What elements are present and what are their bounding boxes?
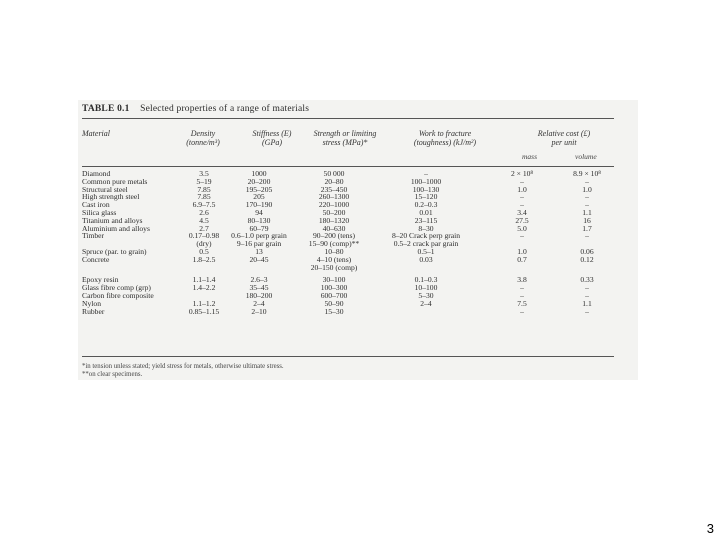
cell-cost-mass: 7.5 — [517, 298, 527, 308]
cell-stiffness: 2.6–3 — [250, 275, 268, 285]
cell-cost-mass: – — [520, 200, 524, 210]
cell-work-to-fracture: 2–4 — [420, 298, 432, 308]
header-strength: Strength or limiting stress (MPa)* — [313, 129, 377, 147]
cell-stiffness: 60–79 — [249, 223, 269, 233]
cell-strength: 30–100 — [322, 275, 346, 285]
cell-cost-volume: 1.1 — [582, 207, 592, 217]
cell-work-to-fracture: 8–30 — [418, 223, 434, 233]
cell-stiffness: 0.6–1.0 perp grain — [231, 231, 287, 241]
cell-cost-mass: – — [520, 192, 524, 202]
header-relative-cost: Relative cost (£) per unit — [537, 129, 591, 147]
cell-stiffness: 9–16 par grain — [236, 239, 282, 249]
cell-density: 3.5 — [199, 169, 209, 178]
table-row — [82, 276, 622, 284]
header-rule — [82, 166, 614, 167]
table-row — [82, 209, 622, 217]
footnote: **on clear specimens. — [82, 371, 143, 378]
cell-cost-volume: 1.7 — [582, 223, 592, 233]
top-rule — [82, 118, 614, 119]
cell-strength: 260–1300 — [318, 192, 350, 202]
table-row — [82, 240, 622, 248]
header-work-to-fracture: Work to fracture (toughness) (kJ/m²) — [413, 129, 477, 147]
table-row — [82, 178, 622, 186]
cell-material: Titanium and alloys — [82, 215, 143, 225]
table-row — [82, 264, 622, 272]
cell-density: 6.9–7.5 — [192, 200, 216, 210]
cell-material: Nylon — [82, 298, 101, 308]
cell-stiffness: 2–10 — [251, 306, 267, 316]
cell-density: 0.17–0.98 — [188, 231, 220, 241]
table-row — [82, 193, 622, 201]
cell-work-to-fracture: 10–100 — [414, 283, 438, 293]
header-cost-volume: volume — [575, 152, 597, 161]
header-stiffness: Stiffness (E) (GPa) — [252, 129, 292, 147]
cell-work-to-fracture: 5–30 — [418, 290, 434, 300]
cell-strength: 100–300 — [320, 283, 348, 293]
cell-density: 1.4–2.2 — [192, 283, 216, 293]
footnotes — [82, 362, 284, 380]
cell-strength: 4–10 (tens) — [316, 254, 352, 264]
cell-work-to-fracture: 0.2–0.3 — [414, 200, 438, 210]
cell-material: Diamond — [82, 169, 111, 178]
cell-density: 2.6 — [199, 207, 209, 217]
header-material: Material — [82, 129, 110, 138]
table-row — [82, 170, 622, 178]
cell-work-to-fracture: 15–120 — [414, 192, 438, 202]
cell-material: Concrete — [82, 254, 110, 264]
cell-work-to-fracture: – — [424, 169, 428, 178]
cell-cost-mass: – — [520, 290, 524, 300]
cell-stiffness: 2–4 — [253, 298, 265, 308]
cell-stiffness: 94 — [255, 207, 263, 217]
cell-density: 5–19 — [196, 176, 212, 186]
cell-work-to-fracture: 0.01 — [419, 207, 433, 217]
table-row — [82, 186, 622, 194]
cell-strength: 50–90 — [324, 298, 344, 308]
cell-work-to-fracture: 100–130 — [412, 184, 440, 194]
page-number: 3 — [706, 521, 714, 536]
cell-cost-volume: – — [585, 192, 589, 202]
table-row — [82, 248, 622, 256]
cell-density: 1.1–1.4 — [192, 275, 216, 285]
footnote: *in tension unless stated; yield stress for metals, otherwise ultimate stress. — [82, 363, 284, 370]
table-row — [82, 217, 622, 225]
cell-stiffness: 170–190 — [245, 200, 273, 210]
cell-strength: 235–450 — [320, 184, 348, 194]
table-row — [82, 308, 622, 316]
cell-cost-mass: – — [520, 306, 524, 316]
cell-material: Glass fibre comp (grp) — [82, 283, 151, 293]
cell-material: Aluminium and alloys — [82, 223, 150, 233]
cell-strength: 20–150 (comp) — [310, 262, 358, 272]
cell-cost-mass: – — [520, 176, 524, 186]
cell-cost-mass: 2 × 10⁸ — [510, 169, 534, 178]
cell-cost-mass: 1.0 — [517, 184, 527, 194]
cell-stiffness: 180–200 — [245, 290, 273, 300]
cell-stiffness: 20–45 — [249, 254, 269, 264]
cell-cost-volume: 0.06 — [580, 246, 594, 256]
cell-strength: 600–700 — [320, 290, 348, 300]
cell-cost-volume: – — [585, 231, 589, 241]
table-body — [82, 170, 622, 315]
header-cost-mass: mass — [522, 152, 538, 161]
cell-stiffness: 35–45 — [249, 283, 269, 293]
cell-strength: 20–80 — [324, 176, 344, 186]
table-row — [82, 284, 622, 292]
cell-material: Timber — [82, 231, 105, 241]
table-row — [82, 300, 622, 308]
cell-work-to-fracture: 0.5–2 crack par grain — [393, 239, 459, 249]
cell-cost-mass: – — [520, 283, 524, 293]
cell-cost-volume: – — [585, 283, 589, 293]
cell-cost-mass: 1.0 — [517, 246, 527, 256]
cell-material: Silica glass — [82, 207, 117, 217]
cell-density: 0.5 — [199, 246, 209, 256]
cell-strength: 40–630 — [322, 223, 346, 233]
cell-cost-volume: 0.33 — [580, 275, 594, 285]
cell-strength: 10–80 — [324, 246, 344, 256]
cell-strength: 50–200 — [322, 207, 346, 217]
cell-strength: 50 000 — [323, 169, 345, 178]
cell-strength: 15–90 (comp)** — [308, 239, 360, 249]
cell-cost-volume: 0.12 — [580, 254, 594, 264]
table-number: TABLE 0.1 — [82, 104, 130, 114]
header-density: Density (tonne/m³) — [186, 129, 220, 147]
cell-material: Cast iron — [82, 200, 110, 210]
cell-density: 2.7 — [199, 223, 209, 233]
cell-density: 0.85–1.15 — [188, 306, 220, 316]
cell-cost-mass: 27.5 — [515, 215, 529, 225]
cell-material: High strength steel — [82, 192, 140, 202]
cell-material: Epoxy resin — [82, 275, 119, 285]
table-caption — [82, 104, 309, 114]
cell-stiffness: 13 — [255, 246, 263, 256]
cell-cost-volume: – — [585, 200, 589, 210]
cell-strength: 180–1320 — [318, 215, 350, 225]
cell-material: Carbon fibre composite — [82, 290, 154, 300]
cell-cost-volume: 1.0 — [582, 184, 592, 194]
cell-density: 7.85 — [197, 192, 211, 202]
cell-material: Rubber — [82, 306, 105, 316]
cell-cost-mass: – — [520, 231, 524, 241]
cell-stiffness: 195–205 — [245, 184, 273, 194]
cell-cost-volume: 16 — [583, 215, 591, 225]
cell-cost-mass: 5.0 — [517, 223, 527, 233]
cell-material: Structural steel — [82, 184, 128, 194]
cell-work-to-fracture: 100–1000 — [410, 176, 442, 186]
cell-work-to-fracture: 0.5–1 — [417, 246, 435, 256]
table-row — [82, 201, 622, 209]
cell-density: 4.5 — [199, 215, 209, 225]
cell-cost-mass: 3.4 — [517, 207, 527, 217]
table-title: Selected properties of a range of materials — [140, 104, 310, 114]
cell-cost-mass: 3.8 — [517, 275, 527, 285]
cell-strength: 90–200 (tens) — [313, 231, 355, 241]
cell-work-to-fracture: 23–115 — [414, 215, 438, 225]
cell-material: Common pure metals — [82, 176, 148, 186]
table-row — [82, 292, 622, 300]
bottom-rule — [82, 356, 614, 357]
cell-density: (dry) — [196, 239, 212, 249]
cell-density: 1.8–2.5 — [192, 254, 216, 264]
cell-cost-volume: – — [585, 290, 589, 300]
cell-cost-volume: 8.9 × 10⁸ — [573, 169, 601, 178]
cell-stiffness: 1000 — [251, 169, 267, 178]
cell-strength: 220–1000 — [318, 200, 350, 210]
cell-work-to-fracture: 8–20 Crack perp grain — [391, 231, 461, 241]
cell-material: Spruce (par. to grain) — [82, 246, 147, 256]
cell-work-to-fracture: 0.03 — [419, 254, 433, 264]
cell-cost-volume: – — [585, 176, 589, 186]
cell-cost-volume: 1.1 — [582, 298, 592, 308]
cell-cost-volume: – — [585, 306, 589, 316]
cell-stiffness: 205 — [253, 192, 265, 202]
cell-stiffness: 80–130 — [247, 215, 271, 225]
cell-density: 1.1–1.2 — [192, 298, 216, 308]
cell-density: 7.85 — [197, 184, 211, 194]
cell-cost-mass: 0.7 — [517, 254, 527, 264]
cell-strength: 15–30 — [324, 306, 344, 316]
cell-work-to-fracture: 0.1–0.3 — [414, 275, 438, 285]
cell-stiffness: 20–200 — [247, 176, 271, 186]
